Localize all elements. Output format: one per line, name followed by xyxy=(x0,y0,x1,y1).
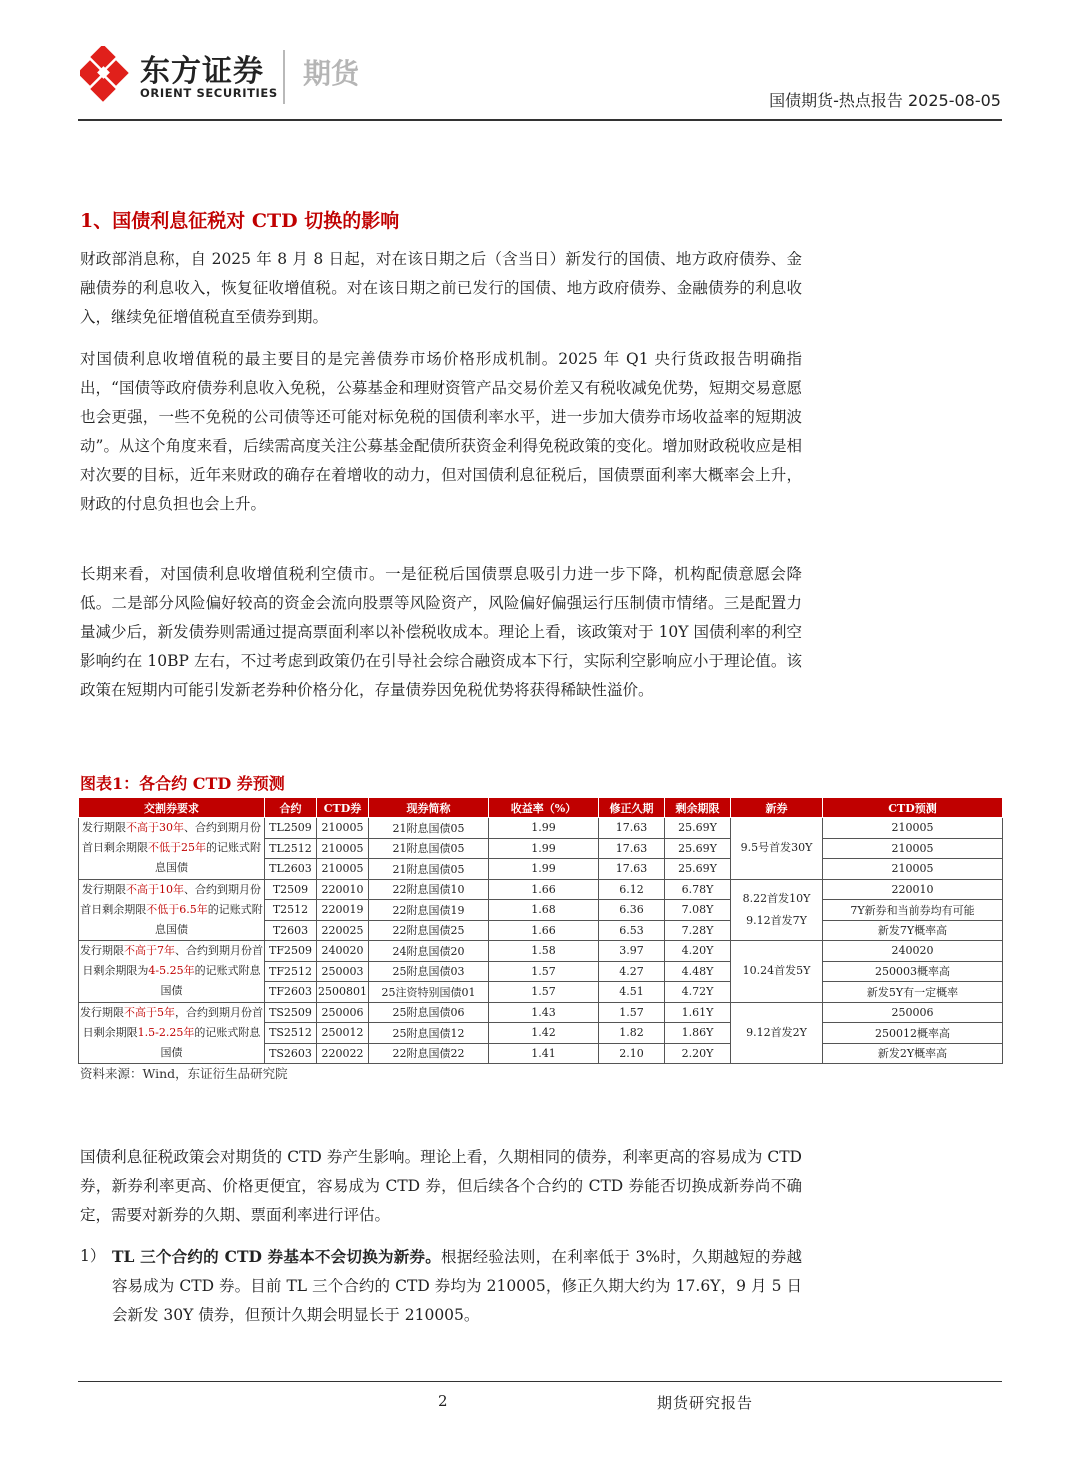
requirement-text: 不低于25 xyxy=(148,841,195,855)
table-cell-forecast: 220010 xyxy=(823,879,1003,900)
table-cell-contract: TF2512 xyxy=(265,961,317,982)
new-bond-cell xyxy=(731,818,823,880)
table-cell-forecast: 250003概率高 xyxy=(823,961,1003,982)
table-cell-maturity: 25.69Y xyxy=(665,818,731,839)
requirement-text: 不高于5年 xyxy=(124,1005,175,1019)
new-bond-text: 9.12首发7Y xyxy=(746,913,807,927)
column-header: 剩余期限 xyxy=(665,798,731,818)
table-cell-maturity: 25.69Y xyxy=(665,859,731,880)
table-cell-ctd: 240020 xyxy=(317,941,369,962)
table-cell-maturity: 2.20Y xyxy=(665,1043,731,1064)
table-cell-duration: 6.53 xyxy=(599,920,665,941)
requirement-text: 的记账式附息国债 xyxy=(155,841,261,875)
requirement-text: 的记账式附息国债 xyxy=(160,1025,261,1059)
table-cell-maturity: 4.72Y xyxy=(665,982,731,1003)
table-cell-maturity: 4.48Y xyxy=(665,961,731,982)
table-cell-name: 22附息国债10 xyxy=(369,879,489,900)
table-cell-forecast: 210005 xyxy=(823,859,1003,880)
table-cell-ctd: 210005 xyxy=(317,818,369,839)
requirement-text: ， xyxy=(175,1005,186,1019)
table-cell-contract: TL2509 xyxy=(265,818,317,839)
table-cell-ctd: 250006 xyxy=(317,1002,369,1023)
table-cell-ctd: 220019 xyxy=(317,900,369,921)
paragraph: 财政部消息称，自 2025 年 8 月 8 日起，对在该日期之后（含当日）新发行的国债、地方政府债券、金融债券的利息收入，恢复征收增值税。对在该日期之前已发行的国债、地方政府债券、金融债券的利息收入，继续免征增值税直至债券到期。 xyxy=(80,250,802,326)
table-cell-duration: 1.57 xyxy=(599,1002,665,1023)
requirement-text: 的记账式附息国债 xyxy=(160,964,261,998)
table-cell-forecast: 新发7Y概率高 xyxy=(823,920,1003,941)
table-cell-name: 25附息国债06 xyxy=(369,1002,489,1023)
column-header: 收益率（%） xyxy=(489,798,599,818)
table-cell-ctd: 220022 xyxy=(317,1043,369,1064)
table-cell-duration: 2.10 xyxy=(599,1043,665,1064)
table-cell-contract: TS2512 xyxy=(265,1023,317,1044)
table-cell-contract: T2512 xyxy=(265,900,317,921)
table-cell-maturity: 7.28Y xyxy=(665,920,731,941)
table-row xyxy=(79,941,1003,962)
requirement-text: 期月份首日剩余期限 xyxy=(82,821,261,855)
table-cell-forecast: 新发5Y有一定概率 xyxy=(823,982,1003,1003)
table-cell-duration: 4.27 xyxy=(599,961,665,982)
requirement-text: 发行期限 xyxy=(80,1005,124,1019)
table-cell-forecast: 210005 xyxy=(823,818,1003,839)
requirement-text: 合约到期月份首日剩余期限 xyxy=(82,1005,263,1039)
table-cell-ctd: 210005 xyxy=(317,859,369,880)
new-bond-text: 8.22首发10Y xyxy=(742,891,811,905)
delivery-requirement-cell xyxy=(79,818,265,880)
table-cell-yield: 1.58 xyxy=(489,941,599,962)
table-cell-ctd: 2500801 xyxy=(317,982,369,1003)
column-header: 交割券要求 xyxy=(79,798,265,818)
ctd-forecast-table xyxy=(78,797,1003,1064)
table-cell-ctd: 220010 xyxy=(317,879,369,900)
requirement-text: 期月份首日剩余期限 xyxy=(80,882,261,916)
report-tag: 国债期货-热点报告 2025-08-05 xyxy=(769,91,1001,110)
table-cell-yield: 1.99 xyxy=(489,859,599,880)
table-cell-forecast: 7Y新券和当前券均有可能 xyxy=(823,900,1003,921)
table-cell-maturity: 4.20Y xyxy=(665,941,731,962)
table-cell-yield: 1.43 xyxy=(489,1002,599,1023)
table-cell-maturity: 1.61Y xyxy=(665,1002,731,1023)
orient-securities-logo-icon xyxy=(80,46,132,106)
table-cell-duration: 17.63 xyxy=(599,838,665,859)
brand-division: 期货 xyxy=(303,57,360,90)
table-cell-duration: 3.97 xyxy=(599,941,665,962)
table-cell-name: 22附息国债25 xyxy=(369,920,489,941)
table-cell-maturity: 25.69Y xyxy=(665,838,731,859)
new-bond-text: 10.24首发5Y xyxy=(742,964,811,978)
requirement-text: 、合约到 xyxy=(184,882,228,896)
page-number: 2 xyxy=(438,1392,448,1410)
table-cell-name: 24附息国债20 xyxy=(369,941,489,962)
table-cell-name: 22附息国债19 xyxy=(369,900,489,921)
requirement-text: 年 xyxy=(195,841,206,855)
brand-name-cn: 东方证券 xyxy=(140,54,264,89)
table-cell-duration: 6.12 xyxy=(599,879,665,900)
table-cell-yield: 1.99 xyxy=(489,838,599,859)
requirement-text: 的记账式附息国债 xyxy=(155,902,263,936)
table-cell-contract: TL2603 xyxy=(265,859,317,880)
table-cell-contract: TS2603 xyxy=(265,1043,317,1064)
column-header: 修正久期 xyxy=(599,798,665,818)
requirement-text: 4-5.25 xyxy=(148,964,184,978)
table-cell-contract: TF2509 xyxy=(265,941,317,962)
table-cell-ctd: 210005 xyxy=(317,838,369,859)
table-cell-maturity: 1.86Y xyxy=(665,1023,731,1044)
brand-separator xyxy=(283,50,285,104)
table-cell-duration: 17.63 xyxy=(599,818,665,839)
table-cell-contract: TF2603 xyxy=(265,982,317,1003)
table-cell-ctd: 250012 xyxy=(317,1023,369,1044)
table-cell-yield: 1.68 xyxy=(489,900,599,921)
delivery-requirement-cell xyxy=(79,1002,265,1064)
requirement-text: 发行期限 xyxy=(80,944,124,958)
new-bond-text: 9.5号首发30Y xyxy=(740,841,813,855)
paragraph: 对国债利息收增值税的最主要目的是完善债券市场价格形成机制。2025 年 Q1 央行货政报告明确指出，“国债等政府债券利息收入免税，公募基金和理财资管产品交易价差又有税收减免优势，短期交易意愿也会更强，一些不免税的公司债等还可能对标免税的国债利率水平，进一步加大债券市场收益率的短期波动”。从这个角度来看，后续需高度关注公募基金配债所获资金利得免税政策的变化。增加财政税收应是相对次要的目标，近年来财政的确存在着增收的动力，但对国债利息征税后，国债票面利率大概率会上升，财政的付息负担也会上升。 xyxy=(80,350,802,513)
table-cell-duration: 17.63 xyxy=(599,859,665,880)
table-cell-yield: 1.41 xyxy=(489,1043,599,1064)
section-title: 1、国债利息征税对 CTD 切换的影响 xyxy=(80,210,400,232)
new-bond-cell xyxy=(731,941,823,1003)
list-item xyxy=(80,1242,802,1330)
table-row xyxy=(79,1002,1003,1023)
table-cell-forecast: 240020 xyxy=(823,941,1003,962)
table-cell-duration: 4.51 xyxy=(599,982,665,1003)
table-cell-maturity: 6.78Y xyxy=(665,879,731,900)
requirement-text: 年 xyxy=(183,964,195,978)
table-cell-yield: 1.42 xyxy=(489,1023,599,1044)
table-cell-contract: T2509 xyxy=(265,879,317,900)
table-cell-forecast: 210005 xyxy=(823,838,1003,859)
requirement-text: 期月份首日剩余期限为 xyxy=(82,944,263,978)
table-cell-forecast: 250012概率高 xyxy=(823,1023,1003,1044)
new-bond-text: 9.12首发2Y xyxy=(746,1025,807,1039)
footer-label: 期货研究报告 xyxy=(657,1394,754,1412)
table-cell-name: 25注资特别国债01 xyxy=(369,982,489,1003)
column-header: 新券 xyxy=(731,798,823,818)
table-cell-name: 25附息国债12 xyxy=(369,1023,489,1044)
table-cell-contract: T2603 xyxy=(265,920,317,941)
list-item-lead: TL 三个合约的 CTD 券基本不会切换为新券。 xyxy=(112,1247,442,1266)
requirement-text: 年 xyxy=(196,902,208,916)
table-cell-forecast: 新发2Y概率高 xyxy=(823,1043,1003,1064)
table-cell-name: 22附息国债22 xyxy=(369,1043,489,1064)
table-cell-maturity: 7.08Y xyxy=(665,900,731,921)
table-cell-yield: 1.99 xyxy=(489,818,599,839)
table-cell-contract: TL2512 xyxy=(265,838,317,859)
requirement-text: 不低于6.5 xyxy=(146,902,197,916)
brand-name-en: ORIENT SECURITIES xyxy=(140,86,278,100)
table-row xyxy=(79,879,1003,900)
column-header: CTD券 xyxy=(317,798,369,818)
table-cell-duration: 6.36 xyxy=(599,900,665,921)
requirement-text: 发行期限 xyxy=(82,821,126,835)
table-header-row xyxy=(79,798,1003,818)
table-cell-forecast: 250006 xyxy=(823,1002,1003,1023)
paragraph: 国债利息征税政策会对期货的 CTD 券产生影响。理论上看，久期相同的债券，利率更高的容易成为 CTD 券，新券利率更高、价格更便宜，容易成为 CTD 券，但后续各个合约的 CTD 券能否切换成新券尚不确定，需要对新券的久期、票面利率进行评估。 xyxy=(80,1148,802,1224)
requirement-text: 1.5-2.25年 xyxy=(137,1025,195,1039)
figure-title: 图表1：各合约 CTD 券预测 xyxy=(80,774,285,793)
column-header: CTD预测 xyxy=(823,798,1003,818)
requirement-text: 不高于7年 xyxy=(124,944,175,958)
delivery-requirement-cell xyxy=(79,941,265,1003)
requirement-text: 不高于10年 xyxy=(126,882,184,896)
table-cell-name: 21附息国债05 xyxy=(369,859,489,880)
footer-divider xyxy=(78,1381,1002,1382)
column-header: 现券简称 xyxy=(369,798,489,818)
table-cell-name: 25附息国债03 xyxy=(369,961,489,982)
list-item-number: 1） xyxy=(80,1247,106,1265)
table-row xyxy=(79,818,1003,839)
requirement-text: 发行期限 xyxy=(82,882,126,896)
table-cell-duration: 1.82 xyxy=(599,1023,665,1044)
list-item-text: 根据经验法则，在利率低于 3%时，久期越短的券越容易成为 CTD 券。目前 TL 三个合约的 CTD 券均为 210005，修正久期大约为 17.6Y，9 月 5 日会新发 30Y 债券，但预计久期会明显长于 210005。 xyxy=(112,1248,802,1324)
table-cell-name: 21附息国债05 xyxy=(369,818,489,839)
table-cell-name: 21附息国债05 xyxy=(369,838,489,859)
new-bond-cell xyxy=(731,879,823,941)
header-divider xyxy=(78,119,1002,121)
new-bond-cell xyxy=(731,1002,823,1064)
table-cell-ctd: 220025 xyxy=(317,920,369,941)
requirement-text: 、合约到 xyxy=(175,944,219,958)
table-cell-yield: 1.66 xyxy=(489,879,599,900)
delivery-requirement-cell xyxy=(79,879,265,941)
table-cell-yield: 1.66 xyxy=(489,920,599,941)
table-cell-yield: 1.57 xyxy=(489,982,599,1003)
table-cell-ctd: 250003 xyxy=(317,961,369,982)
figure-source: 资料来源：Wind，东证衍生品研究院 xyxy=(80,1066,288,1081)
paragraph: 长期来看，对国债利息收增值税利空债市。一是征税后国债票息吸引力进一步下降，机构配债意愿会降低。二是部分风险偏好较高的资金会流向股票等风险资产，风险偏好偏强运行压制债市情绪。三是配置力量减少后，新发债券则需通过提高票面利率以补偿税收成本。理论上看，该政策对于 10Y 国债利率的利空影响约在 10BP 左右，不过考虑到政策仍在引导社会综合融资成本下行，实际利空影响应小于理论值。该政策在短期内可能引发新老券种价格分化，存量债券因免税优势将获得稀缺性溢价。 xyxy=(80,565,802,699)
table-cell-yield: 1.57 xyxy=(489,961,599,982)
requirement-text: 、合约到 xyxy=(184,821,228,835)
column-header: 合约 xyxy=(265,798,317,818)
table-cell-contract: TS2509 xyxy=(265,1002,317,1023)
requirement-text: 不高于30年 xyxy=(126,821,184,835)
